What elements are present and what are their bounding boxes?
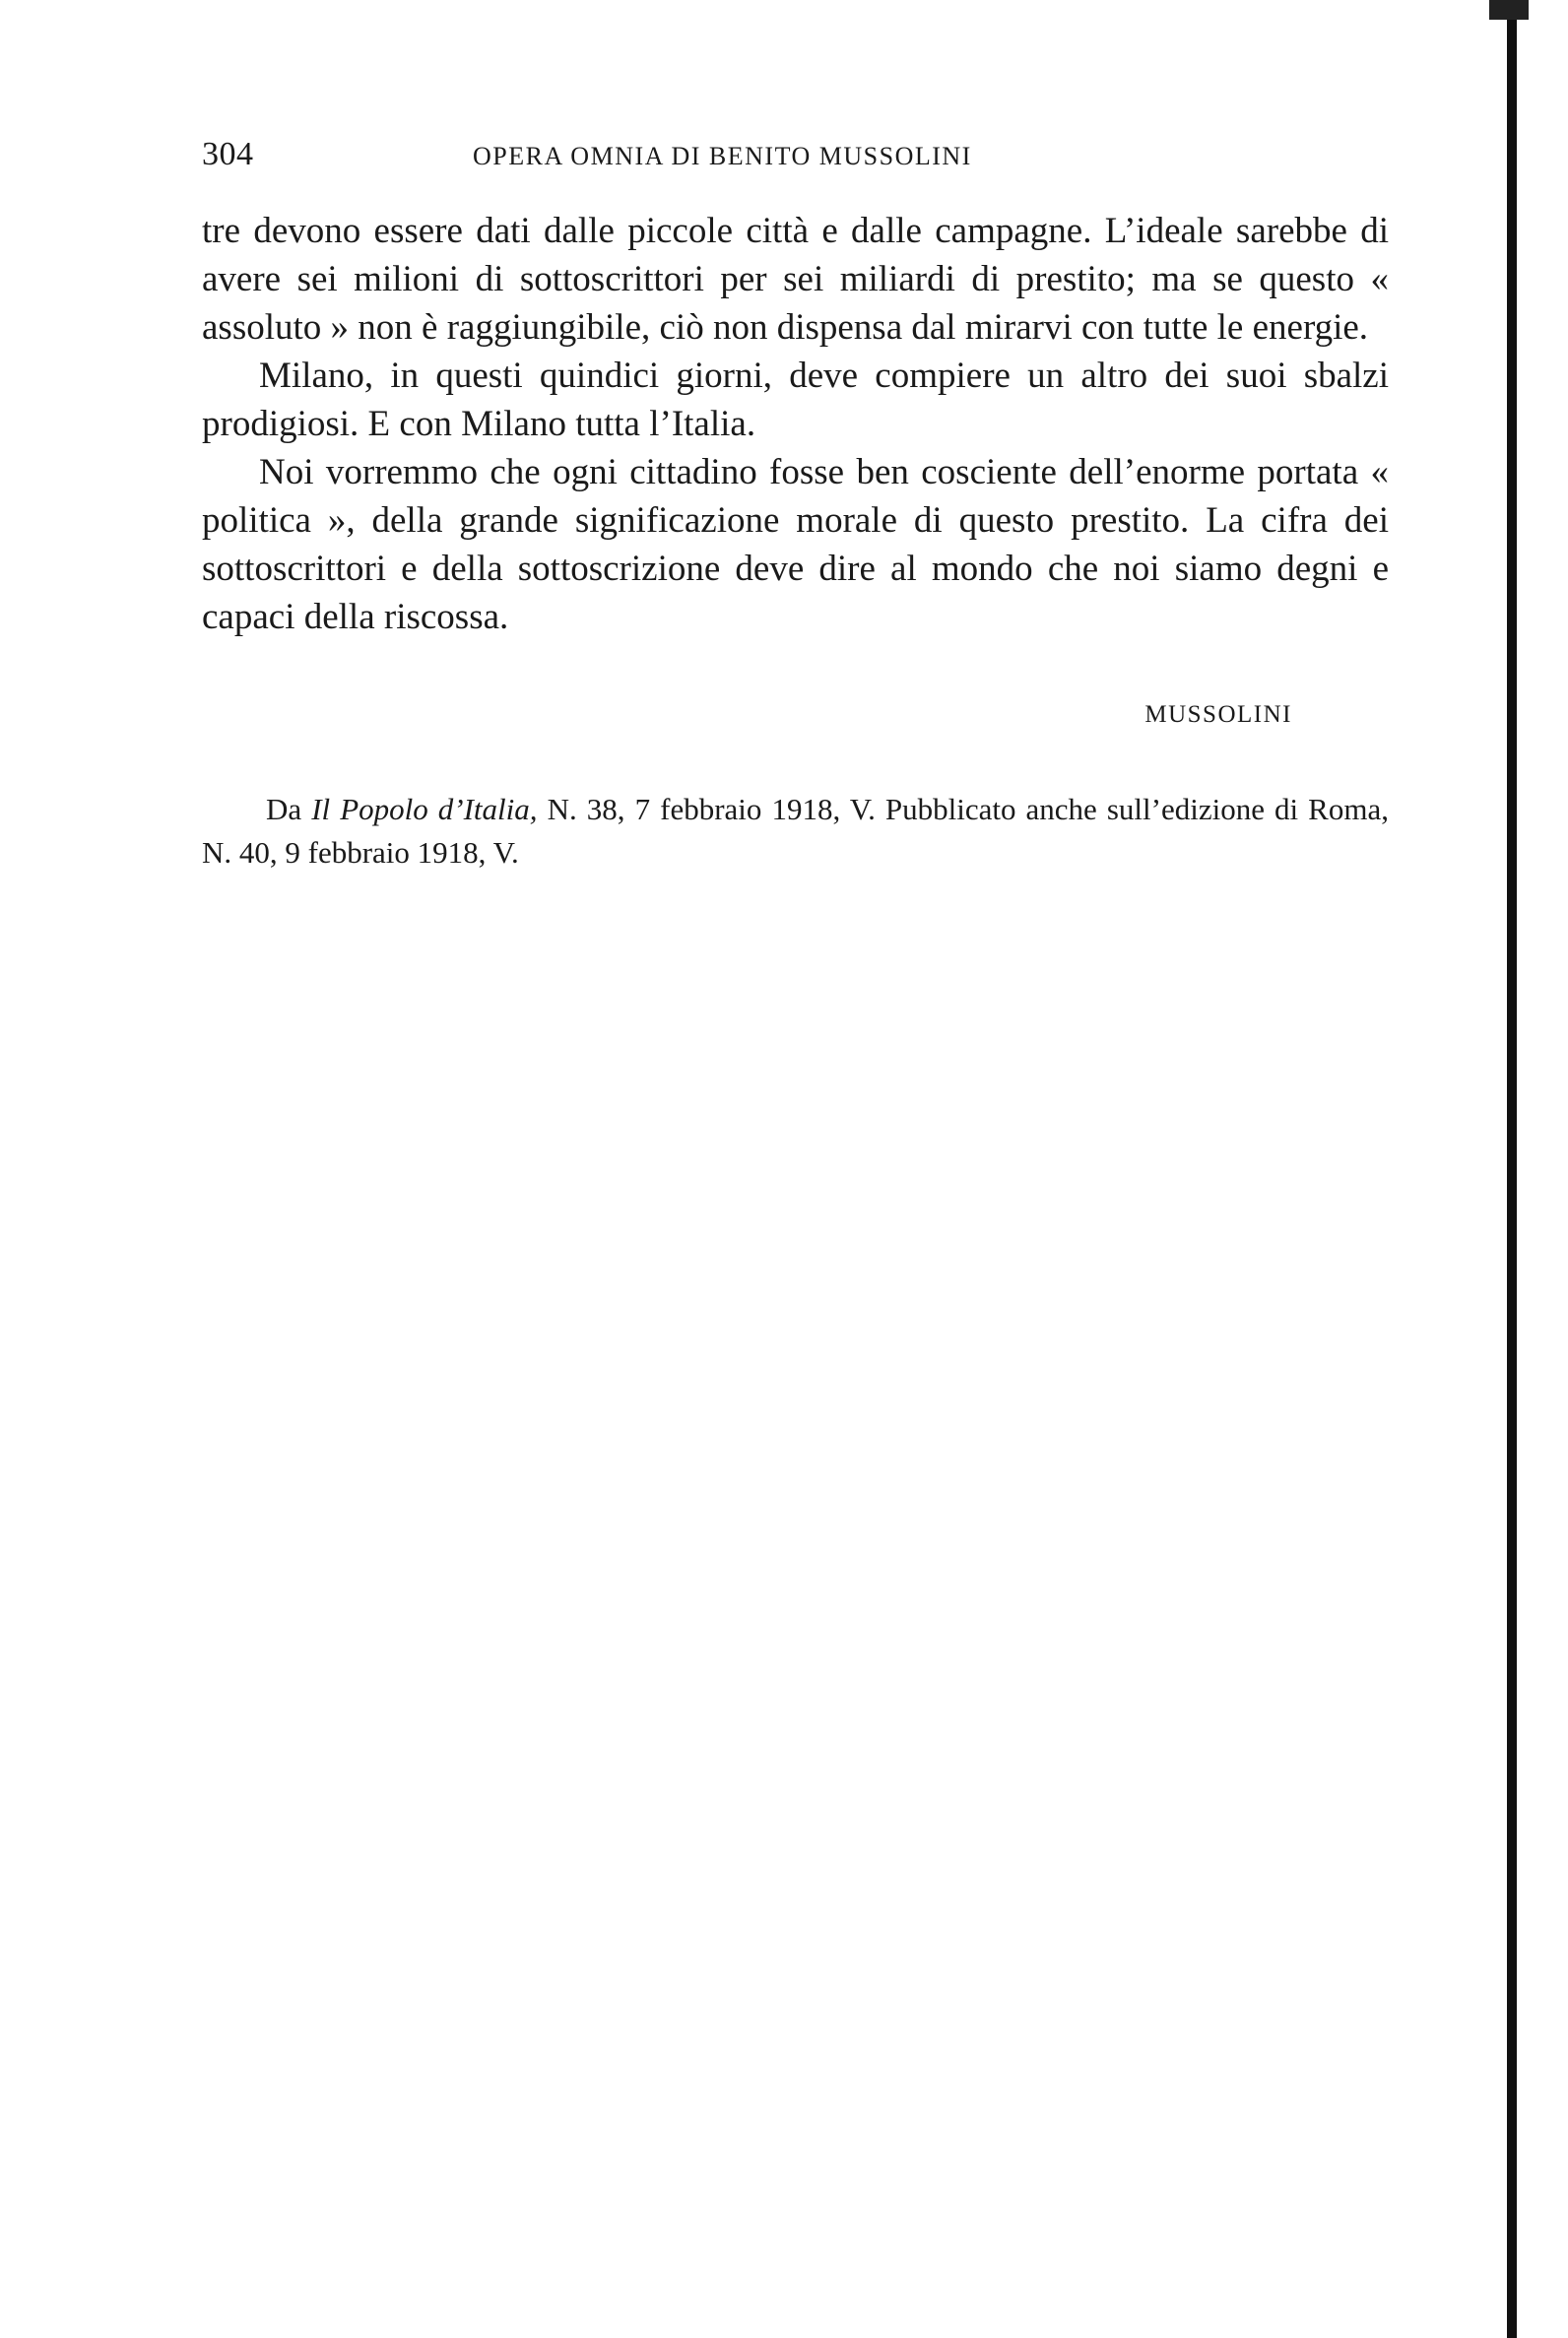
running-head: [202, 136, 1305, 185]
author-signature: MUSSOLINI: [1144, 701, 1292, 728]
scan-page-edge: [1507, 0, 1517, 2338]
paragraph-milano: Milano, in questi quindici giorni, deve compiere un altro dei suoi sbalzi prodigiosi. E con Milano tutta l’Italia.: [202, 356, 1389, 444]
paragraph-prestito: Noi vorremmo che ogni cittadino fosse ben cosciente dell’enorme portata « politica », della grande significazione morale di questo prestito. La cifra dei sottoscrittori e della sottoscrizione deve dire al mondo che noi siamo degni e capaci della riscossa.: [202, 452, 1389, 637]
page-number: 304: [202, 136, 254, 172]
paragraph-continued: tre devono essere dati dalle piccole città e dalle campagne. L’ideale sarebbe di avere sei milioni di sottoscrittori per sei miliardi di prestito; ma se questo « assoluto » non è raggiungibile, ciò non dispensa dal mirarvi con tutte le energie.: [202, 211, 1389, 348]
source-note-details: N. 38, 7 febbraio 1918, V. Pubblicato anche sull’edizione di Roma, N. 40, 9 febbraio 1918, V.: [202, 792, 1389, 870]
scan-page-edge-top: [1489, 0, 1529, 20]
body-text: [202, 207, 1389, 641]
source-note-prefix: Da: [266, 792, 312, 826]
source-note: [202, 788, 1389, 875]
source-newspaper-title: Il Popolo d’Italia,: [311, 792, 538, 826]
running-title: OPERA OMNIA DI BENITO MUSSOLINI: [473, 142, 972, 170]
